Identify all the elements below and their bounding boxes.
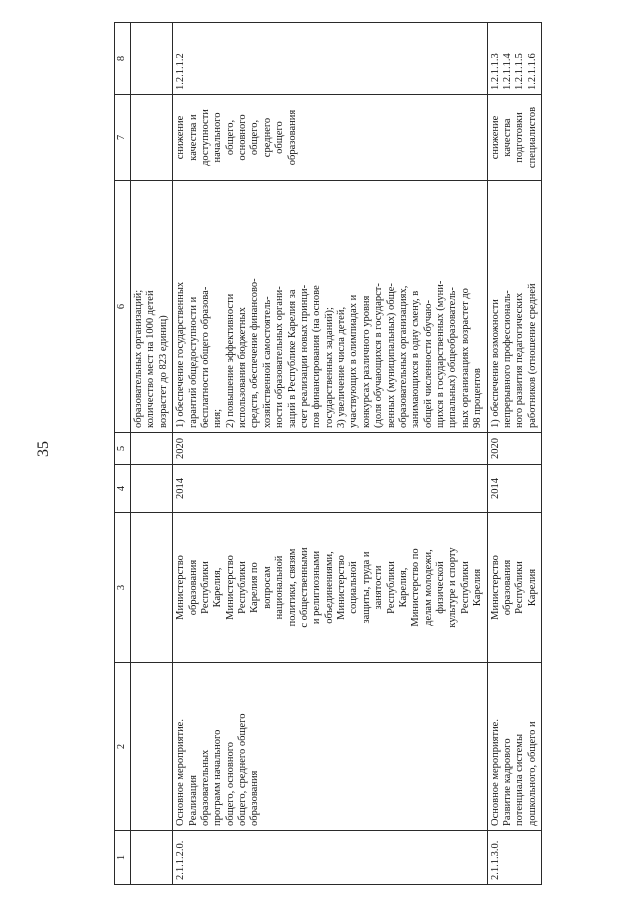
indicator-cell: 1.2.1.1.3 1.2.1.1.4 1.2.1.1.5 1.2.1.1.6 [487,23,542,95]
end-year-cell [131,433,173,465]
col-header-7: 7 [115,95,131,181]
executor-cell: Министерство образования Республики Карелия, Министерство Республики Карелия по вопросам национальной политики, связям с общественными и религиозными объединениями, Министерство социальной защиты, труда и занятости Республики Карелия, Министерство по делам молодежи, физической культуре и спорту Республики Карелия [173,513,487,663]
col-header-6: 6 [115,181,131,433]
col-header-8: 8 [115,23,131,95]
executor-cell [131,513,173,663]
col-header-2: 2 [115,663,131,831]
table-row [173,23,487,885]
indicator-cell: 1.2.1.1.2 [173,23,487,95]
result-cell: 1) обеспечение возможности непрерывного профессиональ- ного развития педагогических работников (отношение средней [487,181,542,433]
result-cell: образовательных организаций; количество мест на 1000 детей возрастет до 823 единиц) [131,181,173,433]
risk-cell: снижение качества и доступности начального общего, основного общего, среднего общего образования [173,95,487,181]
end-year-cell: 2020 [173,433,487,465]
start-year-cell [131,465,173,513]
risk-cell [131,95,173,181]
measures-table [114,22,542,885]
risk-cell: снижение качества подготовки специалистов [487,95,542,181]
rotated-page [86,0,611,905]
start-year-cell: 2014 [487,465,542,513]
table-row [131,23,173,885]
col-header-3: 3 [115,513,131,663]
code-cell: 2.1.1.3.0. [487,831,542,885]
result-cell: 1) обеспечение государственных гарантий общедоступности и бесплатности общего образова- ния; 2) повышение эффективности использования бюджетных средств, обеспечение финансово- хозяйственной самостоятель- ности образовательных органи- заций в Республике Карелия за счет реализации новых принци- пов финансирования (на основе государственных заданий); 3) увеличение числа детей, участвующих в олимпиадах и конкурсах различного уровня (доля обучающихся в государст- венных (муниципальных) обще- образовательных организациях, занимающихся в одну смену, в общей численности обучаю- щихся в государственных (муни- ципальных) общеобразователь- ных организациях возрастет до 98 процентов [173,181,487,433]
header-row [115,23,131,885]
col-header-5: 5 [115,433,131,465]
name-cell: Основное мероприятие. Развитие кадрового потенциала системы дошкольного, общего и [487,663,542,831]
code-cell: 2.1.1.2.0. [173,831,487,885]
executor-cell: Министерство образования Республики Карелия [487,513,542,663]
rotated-content [86,0,611,905]
table-row [487,23,542,885]
col-header-1: 1 [115,831,131,885]
end-year-cell: 2020 [487,433,542,465]
indicator-cell [131,23,173,95]
col-header-4: 4 [115,465,131,513]
code-cell [131,831,173,885]
name-cell: Основное мероприятие. Реализация образовательных программ начального общего, основного общего, среднего общего образования [173,663,487,831]
name-cell [131,663,173,831]
start-year-cell: 2014 [173,465,487,513]
page-number: 35 [35,441,52,457]
